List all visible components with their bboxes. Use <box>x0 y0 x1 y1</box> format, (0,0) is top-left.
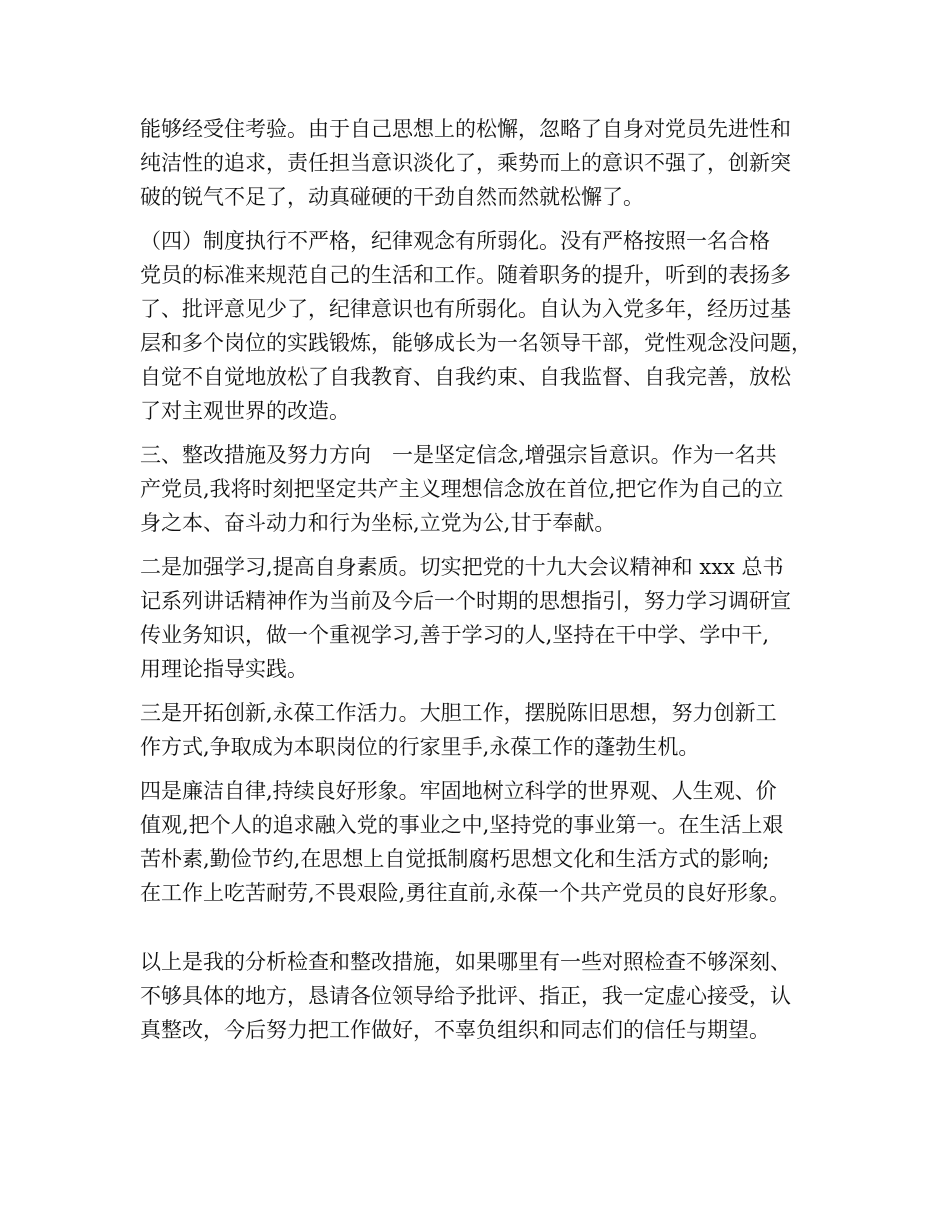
text-line: 破的锐气不足了，动真碰硬的干劲自然而然就松懈了。 <box>140 185 644 209</box>
text-line: 了、批评意见少了，纪律意识也有所弱化。自认为入党多年，经历过基 <box>140 297 791 321</box>
text-line: 层和多个岗位的实践锻炼，能够成长为一名领导干部，党性观念没问题， <box>140 331 812 355</box>
text-line: 党员的标准来规范自己的生活和工作。随着职务的提升，听到的表扬多 <box>140 263 791 287</box>
text-line: 能够经受住考验。由于自己思想上的松懈，忽略了自身对党员先进性和 <box>140 117 791 141</box>
text-line: 用理论指导实践。 <box>140 657 308 681</box>
text-line: （四）制度执行不严格，纪律观念有所弱化。没有严格按照一名合格 <box>140 229 770 253</box>
text-line: 记系列讲话精神作为当前及今后一个时期的思想指引，努力学习调研宣 <box>140 589 791 613</box>
text-line: 以上是我的分析检查和整改措施，如果哪里有一些对照检查不够深刻、 <box>140 950 791 974</box>
text-line: 自觉不自觉地放松了自我教育、自我约束、自我监督、自我完善，放松 <box>140 365 791 389</box>
text-line: 值观,把个人的追求融入党的事业之中,坚持党的事业第一。在生活上艰 <box>140 813 784 837</box>
text-line: 三是开拓创新,永葆工作活力。大胆工作，摆脱陈旧思想，努力创新工 <box>140 701 777 725</box>
text-line: 不够具体的地方，恳请各位领导给予批评、指正，我一定虚心接受，认 <box>140 984 791 1008</box>
text-line: 二是加强学习,提高自身素质。切实把党的十九大会议精神和 xxx 总书 <box>140 555 784 579</box>
text-line: 身之本、奋斗动力和行为坐标,立党为公,甘于奉献。 <box>140 511 616 535</box>
text-line: 真整改，今后努力把工作做好，不辜负组织和同志们的信任与期望。 <box>140 1018 770 1042</box>
text-line: 传业务知识，做一个重视学习,善于学习的人,坚持在干中学、学中干, <box>140 623 770 647</box>
text-line: 作方式,争取成为本职岗位的行家里手,永葆工作的蓬勃生机。 <box>140 735 700 759</box>
section-heading-line: 三、整改措施及努力方向 一是坚定信念,增强宗旨意识。作为一名共 <box>140 443 777 467</box>
text-line: 了对主观世界的改造。 <box>140 399 350 423</box>
text-line: 产党员,我将时刻把坚定共产主义理想信念放在首位,把它作为自己的立 <box>140 477 784 501</box>
text-line: 纯洁性的追求，责任担当意识淡化了，乘势而上的意识不强了，创新突 <box>140 151 791 175</box>
text-line: 在工作上吃苦耐劳,不畏艰险,勇往直前,永葆一个共产党员的良好形象。 <box>140 881 791 905</box>
text-line: 苦朴素,勤俭节约,在思想上自觉抵制腐朽思想文化和生活方式的影响; <box>140 847 770 871</box>
text-line: 四是廉洁自律,持续良好形象。牢固地树立科学的世界观、人生观、价 <box>140 779 777 803</box>
